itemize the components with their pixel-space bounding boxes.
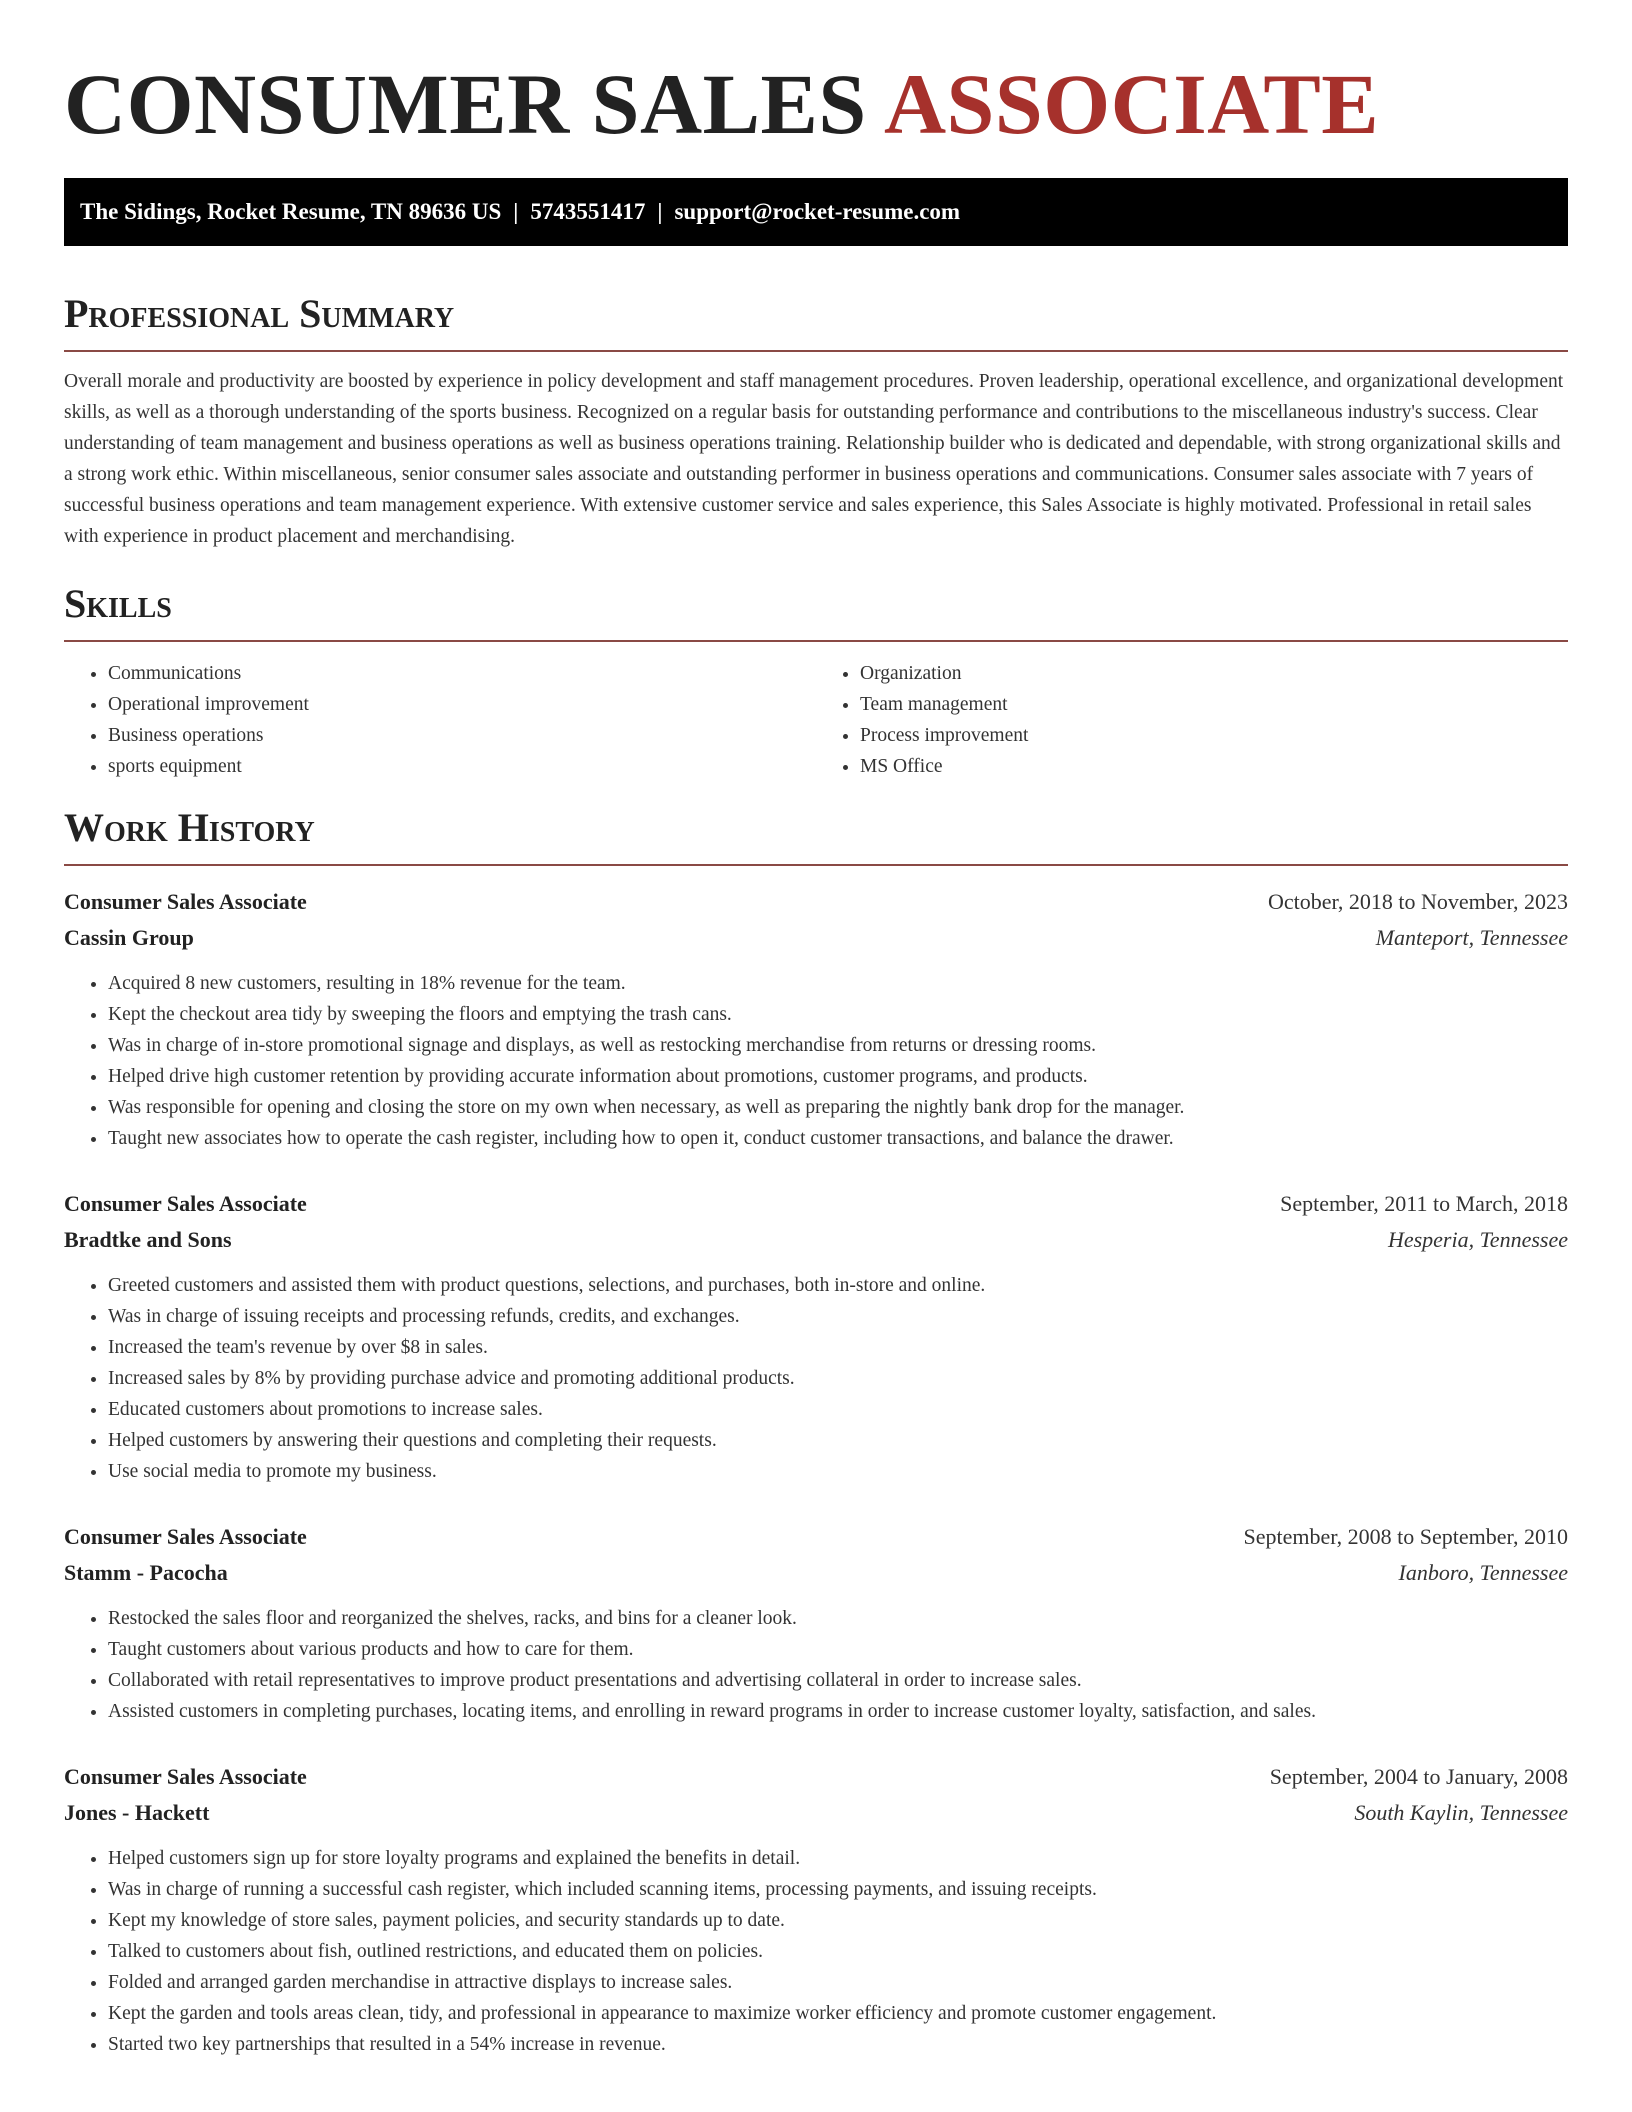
job-title: Consumer Sales Associate [64,1524,307,1549]
job-company-row [64,1555,1568,1591]
summary-text: Overall morale and productivity are boosted by experience in policy development and staff management procedures. Proven leadership, operational excellence, and organizational development skills, as well as a thorough understanding of the sports business. Recognized on a regular basis for outstanding performance and contributions to the miscellaneous industry's success. Clear understanding of team management and business operations as well as business operations training. Relationship builder who is dedicated and dependable, with strong organizational skills and a strong work ethic. Within miscellaneous, senior consumer sales associate and outstanding performer in business operations and communications. Consumer sales associate with 7 years of successful business operations and team management experience. With extensive customer service and sales experience, this Sales Associate is highly motivated. Professional in retail sales with experience in product placement and merchandising. [64,371,1564,547]
job-bullet: • Restocked the sales floor and reorganized the shelves, racks, and bins for a cleaner look. [108,1603,1568,1634]
skill-item: • Organization [860,658,1568,689]
job-bullet: • Kept the garden and tools areas clean, tidy, and professional in appearance to maximize worker efficiency and promote customer engagement. [108,1998,1568,2029]
job-bullet: • Talked to customers about fish, outlined restrictions, and educated them on policies. [108,1936,1568,1967]
skill-item: • Communications [108,658,816,689]
contact-bar [64,178,1568,246]
job-bullet: • Helped customers sign up for store loyalty programs and explained the benefits in detail. [108,1843,1568,1874]
job-bullet: • Increased sales by 8% by providing purchase advice and promoting additional products. [108,1363,1568,1394]
job-bullet: • Folded and arranged garden merchandise in attractive displays to increase sales. [108,1967,1568,1998]
job-bullet: • Use social media to promote my business. [108,1456,1568,1487]
job-bullets [64,1843,1568,2060]
job-bullet: • Taught new associates how to operate the cash register, including how to open it, conduct customer transactions, and balance the drawer. [108,1123,1568,1154]
resume-title [64,56,1568,152]
job-company-row [64,920,1568,956]
contact-address: The Sidings, Rocket Resume, TN 89636 US [80,199,502,224]
contact-phone: 5743551417 [530,199,646,224]
job-company: Stamm - Pacocha [64,1560,228,1585]
job-bullet: • Collaborated with retail representatives to improve product presentations and advertising collateral in order to increase sales. [108,1665,1568,1696]
contact-separator: | [657,199,663,224]
skill-item: • Process improvement [860,720,1568,751]
job-bullet: • Was in charge of running a successful cash register, which included scanning items, processing payments, and issuing receipts. [108,1874,1568,1905]
job-location: Hesperia, Tennessee [1387,1227,1568,1252]
skills-heading: Skills [64,580,1568,642]
contact-separator: | [513,199,519,224]
contact-email: support@rocket-resume.com [674,199,961,224]
job-header-row [64,1186,1568,1222]
job-location: Manteport, Tennessee [1375,925,1568,950]
job-company-row [64,1222,1568,1258]
job-dates: September, 2008 to September, 2010 [1243,1524,1568,1549]
summary-section [64,290,1568,552]
job-company-row [64,1795,1568,1831]
job-bullets [64,1270,1568,1487]
job-company: Bradtke and Sons [64,1227,232,1252]
job-location: South Kaylin, Tennessee [1354,1800,1568,1825]
job-location: Ianboro, Tennessee [1398,1560,1568,1585]
job-dates: October, 2018 to November, 2023 [1267,889,1568,914]
work-history-section [64,804,1568,2060]
job-bullet: • Helped customers by answering their questions and completing their requests. [108,1425,1568,1456]
job-title: Consumer Sales Associate [64,1191,307,1216]
job-company: Cassin Group [64,925,194,950]
skill-item: • Operational improvement [108,689,816,720]
skill-item: • sports equipment [108,751,816,782]
job-bullet: • Educated customers about promotions to increase sales. [108,1394,1568,1425]
job-bullet: • Acquired 8 new customers, resulting in 18% revenue for the team. [108,968,1568,999]
job-entry [64,1519,1568,1727]
skill-item: • Team management [860,689,1568,720]
job-header-row [64,1759,1568,1795]
skill-item: • Business operations [108,720,816,751]
job-bullet: • Was in charge of issuing receipts and processing refunds, credits, and exchanges. [108,1301,1568,1332]
skills-list-left [64,658,816,782]
job-bullet: • Helped drive high customer retention by providing accurate information about promotions, customer programs, and products. [108,1061,1568,1092]
job-bullet: • Assisted customers in completing purchases, locating items, and enrolling in reward programs in order to increase customer loyalty, satisfaction, and sales. [108,1696,1568,1727]
job-dates: September, 2011 to March, 2018 [1280,1191,1568,1216]
skills-section [64,580,1568,782]
skills-grid [64,658,1568,782]
job-bullets [64,968,1568,1154]
job-entry [64,1186,1568,1487]
job-header-row [64,1519,1568,1555]
skill-item: • MS Office [860,751,1568,782]
job-bullets [64,1603,1568,1727]
work-history-heading: Work History [64,804,1568,866]
job-dates: September, 2004 to January, 2008 [1269,1764,1568,1789]
title-primary: CONSUMER SALES [64,56,867,152]
job-bullet: • Greeted customers and assisted them with product questions, selections, and purchases, both in-store and online. [108,1270,1568,1301]
job-entry [64,884,1568,1154]
job-company: Jones - Hackett [64,1800,210,1825]
skills-list-right [816,658,1568,782]
job-header-row [64,884,1568,920]
title-accent: ASSOCIATE [883,56,1380,152]
job-title: Consumer Sales Associate [64,1764,307,1789]
job-bullet: • Taught customers about various products and how to care for them. [108,1634,1568,1665]
summary-heading: Professional Summary [64,290,1568,352]
job-bullet: • Started two key partnerships that resulted in a 54% increase in revenue. [108,2029,1568,2060]
job-bullet: • Was in charge of in-store promotional signage and displays, as well as restocking merchandise from returns or dressing rooms. [108,1030,1568,1061]
job-bullet: • Increased the team's revenue by over $8 in sales. [108,1332,1568,1363]
job-entry [64,1759,1568,2060]
job-bullet: • Kept my knowledge of store sales, payment policies, and security standards up to date. [108,1905,1568,1936]
job-bullet: • Was responsible for opening and closing the store on my own when necessary, as well as preparing the nightly bank drop for the manager. [108,1092,1568,1123]
job-title: Consumer Sales Associate [64,889,307,914]
job-bullet: • Kept the checkout area tidy by sweeping the floors and emptying the trash cans. [108,999,1568,1030]
